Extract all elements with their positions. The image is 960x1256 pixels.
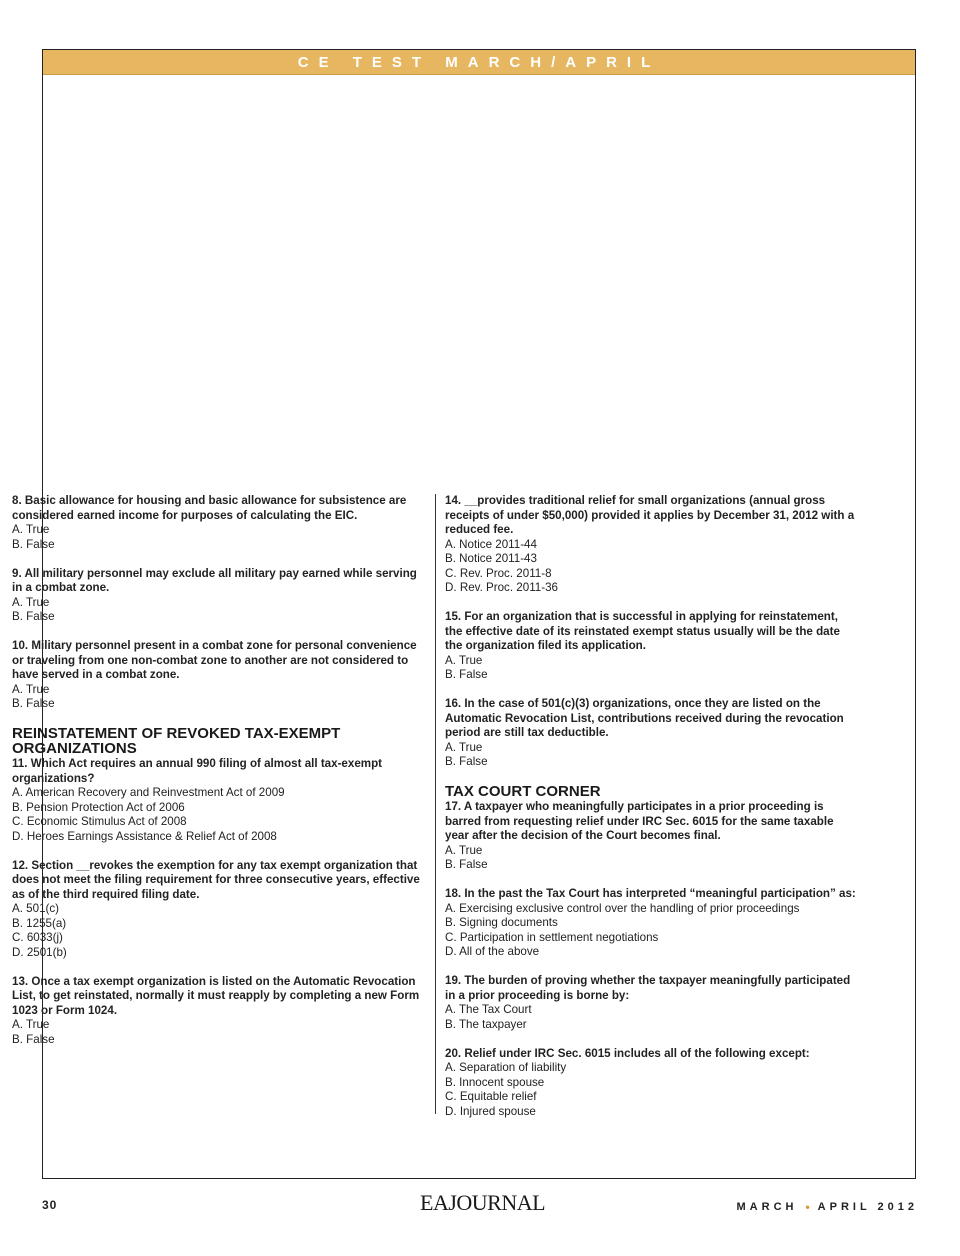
issue-month-left: MARCH [736, 1201, 798, 1213]
banner-title: CE TEST MARCH/APRIL [297, 53, 661, 71]
right-column [445, 494, 857, 1134]
question-block [12, 494, 424, 552]
question-text: 8. Basic allowance for housing and basic allowance for subsistence are considered earned income for purposes of calculating the EIC. [12, 494, 407, 522]
answer-option: C. Participation in settlement negotiations [445, 930, 659, 944]
answer-option: A. 501(c) [12, 902, 60, 915]
left-column [12, 494, 424, 1062]
answer-option: A. Exercising exclusive control over the handling of prior proceedings [445, 901, 800, 915]
question-block [445, 800, 857, 873]
answer-option: A. Separation of liability [445, 1061, 567, 1074]
section-banner [43, 50, 915, 75]
question-block [445, 494, 857, 596]
answer-option: C. Equitable relief [445, 1090, 537, 1103]
issue-date [737, 1200, 918, 1214]
question-block [12, 757, 424, 844]
answer-option: C. Economic Stimulus Act of 2008 [12, 815, 187, 828]
question-text: 11. Which Act requires an annual 990 filing of almost all tax-exempt organizations? [12, 757, 383, 785]
question-text: 9. All military personnel may exclude all military pay earned while serving in a combat zone. [12, 566, 417, 594]
answer-option: A. The Tax Court [445, 1003, 532, 1016]
separator-dot-icon: • [805, 1200, 810, 1214]
question-text: 20. Relief under IRC Sec. 6015 includes all of the following except: [445, 1046, 810, 1060]
question-text: 15. For an organization that is successful in applying for reinstatement, the effective date of its reinstated exempt status usually will be the date the organization filed its application. [445, 610, 840, 652]
question-block [445, 610, 857, 683]
right-questions-b [445, 800, 857, 1119]
section-heading-tax-court: TAX COURT CORNER [445, 783, 601, 800]
question-block [445, 697, 857, 770]
question-block [445, 887, 857, 960]
answer-option: A. True [12, 595, 50, 609]
question-text: 18. In the past the Tax Court has interpreted “meaningful participation” as: [445, 887, 856, 900]
question-text: 14. __provides traditional relief for small organizations (annual gross receipts of under $50,000) provided it applies by December 31, 2012 with a reduced fee. [445, 494, 855, 536]
answer-option: D. 2501(b) [12, 945, 67, 959]
answer-option: B. The taxpayer [445, 1017, 527, 1031]
answer-option: B. False [12, 610, 55, 623]
question-block [445, 974, 857, 1032]
answer-option: B. False [12, 537, 55, 551]
answer-option: B. Innocent spouse [445, 1075, 545, 1089]
issue-month-right: APRIL 2012 [817, 1201, 918, 1213]
answer-option: D. Rev. Proc. 2011-36 [445, 581, 558, 594]
answer-option: B. 1255(a) [12, 916, 67, 930]
right-questions-a [445, 494, 857, 770]
answer-option: C. 6033(j) [12, 931, 63, 944]
answer-option: B. Signing documents [445, 916, 558, 929]
answer-option: B. Notice 2011-43 [445, 552, 537, 565]
column-divider [435, 494, 436, 1114]
answer-option: B. Pension Protection Act of 2006 [12, 800, 185, 814]
question-text: 10. Military personnel present in a combat zone for personal convenience or traveling from one non-combat zone to another are not considered to have served in a combat zone. [12, 639, 417, 681]
question-block [12, 567, 424, 625]
left-questions-a [12, 494, 424, 712]
question-text: 19. The burden of proving whether the taxpayer meaningfully participated in a prior proceeding is borne by: [445, 974, 851, 1002]
question-block [445, 1047, 857, 1120]
question-text: 12. Section __revokes the exemption for any tax exempt organization that does not meet the filing requirement for three consecutive years, effective as of the third required filing date. [12, 858, 420, 901]
answer-option: A. True [445, 653, 483, 667]
answer-option: A. True [445, 740, 483, 754]
question-block [12, 859, 424, 961]
answer-option: B. False [12, 697, 55, 710]
answer-option: A. True [12, 523, 50, 536]
answer-option: B. False [445, 858, 488, 871]
question-block [12, 975, 424, 1048]
answer-option: A. American Recovery and Reinvestment Act of 2009 [12, 786, 285, 799]
question-block [12, 639, 424, 712]
question-text: 17. A taxpayer who meaningfully participates in a prior proceeding is barred from requesting relief under IRC Sec. 6015 for the same taxable year after the decision of the Court becomes final. [445, 800, 834, 842]
left-questions-b [12, 757, 424, 1047]
answer-option: B. False [445, 755, 488, 768]
question-text: 13. Once a tax exempt organization is listed on the Automatic Revocation List, to get reinstated, normally it must reapply by completing a new Form 1023 or Form 1024. [12, 974, 420, 1017]
answer-option: D. Injured spouse [445, 1104, 536, 1118]
answer-option: D. Heroes Earnings Assistance & Relief Act of 2008 [12, 829, 277, 843]
journal-logo: EAJOURNAL [420, 1190, 546, 1215]
answer-option: B. False [445, 668, 488, 681]
answer-option: A. True [445, 843, 483, 857]
section-heading-reinstatement: REINSTATEMENT OF REVOKED TAX-EXEMPT ORGANIZATIONS [12, 725, 341, 757]
answer-option: D. All of the above [445, 945, 540, 958]
answer-option: B. False [12, 1032, 55, 1046]
answer-option: A. True [12, 1018, 50, 1031]
page-number: 30 [42, 1198, 58, 1212]
answer-option: A. True [12, 682, 50, 696]
answer-option: C. Rev. Proc. 2011-8 [445, 566, 552, 580]
question-text: 16. In the case of 501(c)(3) organizations, once they are listed on the Automatic Revocation List, contributions received during the revocation period are still tax deductible. [445, 697, 844, 739]
answer-option: A. Notice 2011-44 [445, 537, 537, 551]
